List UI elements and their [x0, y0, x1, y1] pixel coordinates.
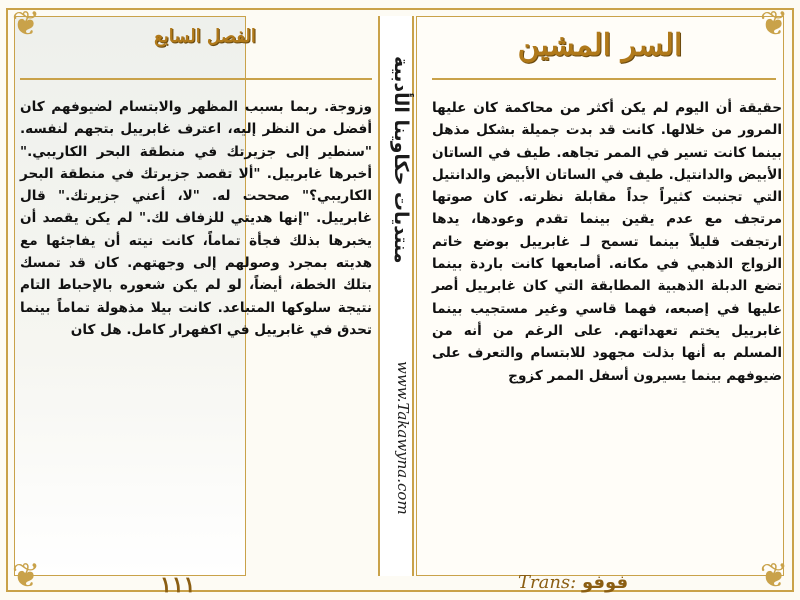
chapter-number-title: الفصل السابع: [154, 26, 256, 47]
book-spine: [378, 16, 414, 576]
right-title-divider: [432, 78, 776, 80]
corner-ornament-icon: ❦: [11, 4, 41, 44]
page-number: ١١١: [160, 572, 196, 598]
spine-forum-title: منتديات حكاوينا الأدبية: [390, 56, 412, 264]
corner-ornament-icon: ❦: [11, 556, 41, 596]
spine-website-url[interactable]: www.Takawyna.com: [394, 361, 412, 515]
chapter-book-title: السر المشين: [517, 28, 683, 63]
translator-label: Trans:: [518, 572, 577, 593]
translator-credit: [518, 572, 628, 593]
left-title-divider: [20, 78, 372, 80]
corner-ornament-icon: ❦: [759, 556, 789, 596]
translator-name: فوفو: [581, 572, 629, 593]
corner-ornament-icon: ❦: [759, 4, 789, 44]
left-page-body-text: وزوجة. ربما بسبب المظهر والابتسام لضيوفهم كان أفضل من النظر إليه، اعترف غابرييل بتجهم لنفسه. "سنطير إلى جزيرتك في منطقة البحر الكاريبي." أخبرها غابرييل. "ألا تقصد جزيرتك في منطقة البحر الكاريبي؟" صححت له. "لا، أعني جزيرتك." قال غابرييل. "إنها هديتي للزفاف لك." لم يكن يقصد أن يخبرها بذلك فجأة تماماً، كانت نيته أن يفاجئها مع هديته بمجرد وصولهم إلى وجهتهم. كان قد تمسك بتلك الخطة، أيضاً، لو لم يكن شعوره بالإحباط التام نتيجة سلوكها المتباعد. كانت بيلا مذهولة تماماً بينما تحدق في غابرييل في اكفهرار كامل. هل كان: [20, 99, 372, 338]
right-page-body-text: حقيقة أن اليوم لم يكن أكثر من محاكمة كان عليها المرور من خلالها. كانت قد بدت جميلة بشكل مذهل بينما كانت تسير في الممر تجاهه. طيف في الساتان الأبيض والدانتيل. طيف في الساتان الأبيض والدانتيل التي تجنبت كثيراً جداً مقابلة نظرته. كان صوتها مرتجف مع عدم يقين بينما تقدم وعودها، يدها ارتجفت قليلاً بينما تسمح لـ غابرييل بوضع خاتم الزواج الذهبي في مكانه. أصابعها كانت باردة بينما تضع الدبلة الذهبية المطابقة التي كان غابرييل أصر عليها في إصبعه، فهما قاسي وغير مستجيب بينما غابرييل يختم تعهداتهم. على الرغم من أنه من المسلم به أنها بذلت مجهود للابتسام والتعرف على ضيوفهم بينما يسيرون أسفل الممر كزوج: [432, 100, 782, 384]
